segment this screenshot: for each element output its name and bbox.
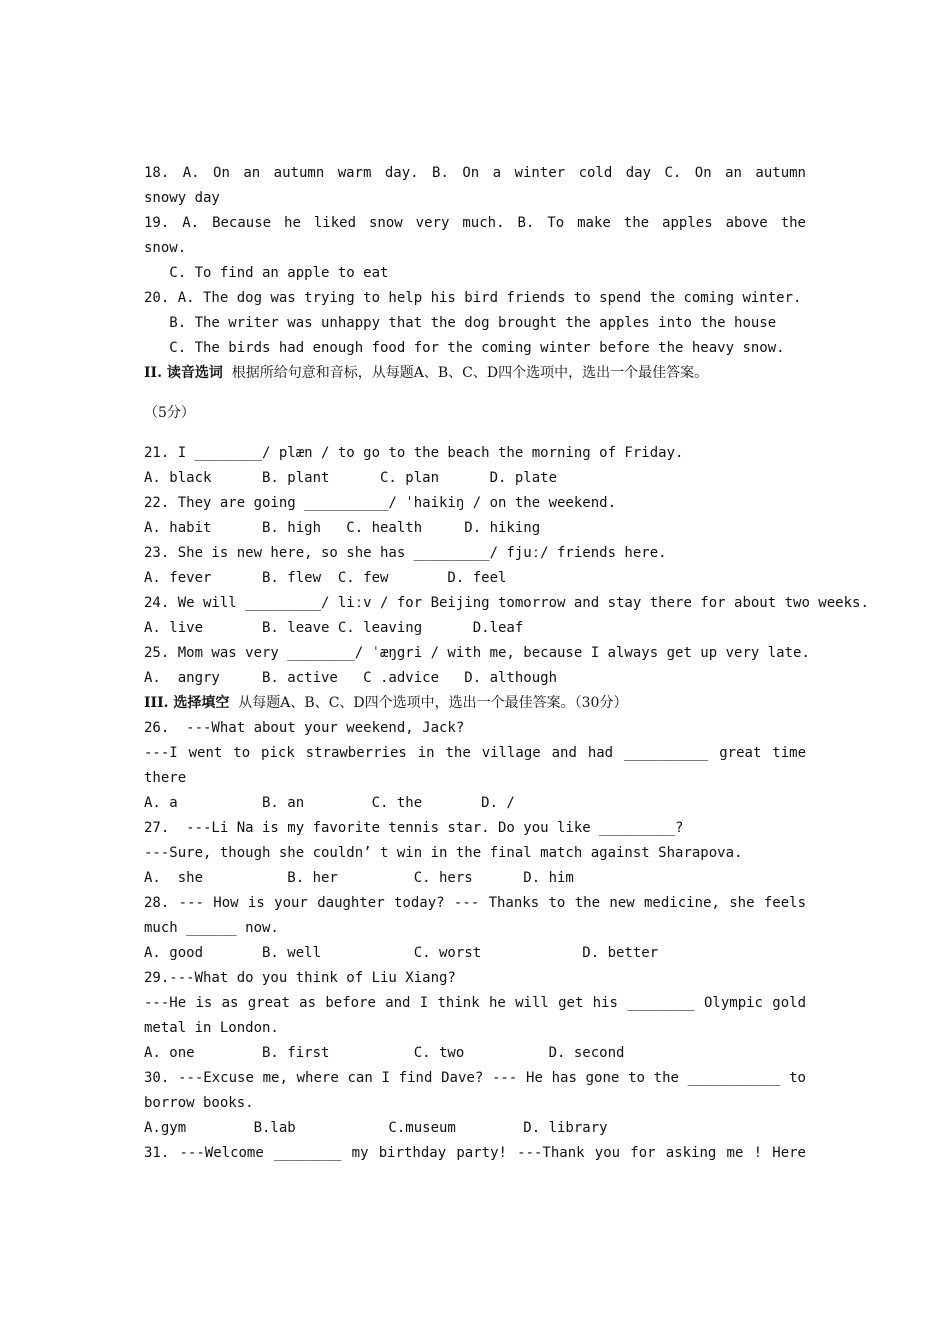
question-31-line-1: 31. ---Welcome ________ my birthday party! ---Thank you for asking me ! Here bbox=[144, 1145, 806, 1161]
question-19-line-2: snow. bbox=[144, 240, 187, 256]
question-20-line-2: B. The writer was unhappy that the dog brought the apples into the house bbox=[144, 315, 777, 331]
question-19-line-1: 19. A. Because he liked snow very much. B. To make the apples above the bbox=[144, 215, 806, 231]
question-20-line-1: 20. A. The dog was trying to help his bird friends to spend the coming winter. bbox=[144, 290, 802, 306]
question-29-line-2: ---He is as great as before and I think he will get his ________ Olympic gold bbox=[144, 995, 806, 1011]
spacer bbox=[144, 426, 806, 441]
question-28-line-2: much ______ now. bbox=[144, 920, 279, 936]
section-3-instruction: 从每题A、B、C、D四个选项中，选出一个最佳答案。（30分） bbox=[229, 695, 628, 711]
question-22-stem: 22. They are going __________/ ˈhaikiŋ / on the weekend. bbox=[144, 495, 617, 511]
question-26-options: A. a B. an C. the D. / bbox=[144, 795, 515, 811]
section-2-instruction: 根据所给句意和音标，从每题A、B、C、D四个选项中，选出一个最佳答案。 bbox=[222, 365, 709, 381]
question-27-line-1: 27. ---Li Na is my favorite tennis star. Do you like _________? bbox=[144, 820, 684, 836]
question-24-stem: 24. We will _________/ liːv / for Beijing tomorrow and stay there for about two weeks. bbox=[144, 595, 869, 611]
question-26-line-2: ---I went to pick strawberries in the village and had __________ great time bbox=[144, 745, 806, 761]
question-30-line-2: borrow books. bbox=[144, 1095, 254, 1111]
question-28-line-1: 28. --- How is your daughter today? --- Thanks to the new medicine, she feels bbox=[144, 895, 806, 911]
question-23-stem: 23. She is new here, so she has _________/ fjuː/ friends here. bbox=[144, 545, 667, 561]
question-28-options: A. good B. well C. worst D. better bbox=[144, 945, 659, 961]
question-25-options: A. angry B. active C .advice D. although bbox=[144, 670, 558, 686]
section-2-header bbox=[144, 361, 806, 386]
question-21-options: A. black B. plant C. plan D. plate bbox=[144, 470, 558, 486]
question-27-options: A. she B. her C. hers D. him bbox=[144, 870, 574, 886]
question-23-options: A. fever B. flew C. few D. feel bbox=[144, 570, 507, 586]
question-21-stem: 21. I ________/ plæn / to go to the beach the morning of Friday. bbox=[144, 445, 684, 461]
section-2-title: II. 读音选词 bbox=[144, 365, 223, 381]
section-2-score: （5分） bbox=[144, 405, 195, 421]
question-18-line-2: snowy day bbox=[144, 190, 220, 206]
exam-content bbox=[144, 161, 869, 1166]
question-26-line-1: 26. ---What about your weekend, Jack? bbox=[144, 720, 465, 736]
question-29-options: A. one B. first C. two D. second bbox=[144, 1045, 625, 1061]
question-22-options: A. habit B. high C. health D. hiking bbox=[144, 520, 541, 536]
question-29-line-3: metal in London. bbox=[144, 1020, 279, 1036]
question-19-line-3: C. To find an apple to eat bbox=[144, 265, 389, 281]
section-3-header bbox=[144, 691, 806, 716]
question-27-line-2: ---Sure, though she couldn’ t win in the final match against Sharapova. bbox=[144, 845, 743, 861]
question-30-line-1: 30. ---Excuse me, where can I find Dave? --- He has gone to the ___________ to bbox=[144, 1070, 806, 1086]
question-24-options: A. live B. leave C. leaving D.leaf bbox=[144, 620, 524, 636]
question-26-line-3: there bbox=[144, 770, 187, 786]
spacer bbox=[144, 386, 806, 401]
question-18-line-1: 18. A. On an autumn warm day. B. On a winter cold day C. On an autumn bbox=[144, 165, 806, 181]
question-29-line-1: 29.---What do you think of Liu Xiang? bbox=[144, 970, 456, 986]
question-25-stem: 25. Mom was very ________/ ˈæŋgri / with me, because I always get up very late. bbox=[144, 645, 810, 661]
section-3-title: III. 选择填空 bbox=[144, 695, 230, 711]
question-20-line-3: C. The birds had enough food for the coming winter before the heavy snow. bbox=[144, 340, 785, 356]
question-30-options: A.gym B.lab C.museum D. library bbox=[144, 1120, 608, 1136]
